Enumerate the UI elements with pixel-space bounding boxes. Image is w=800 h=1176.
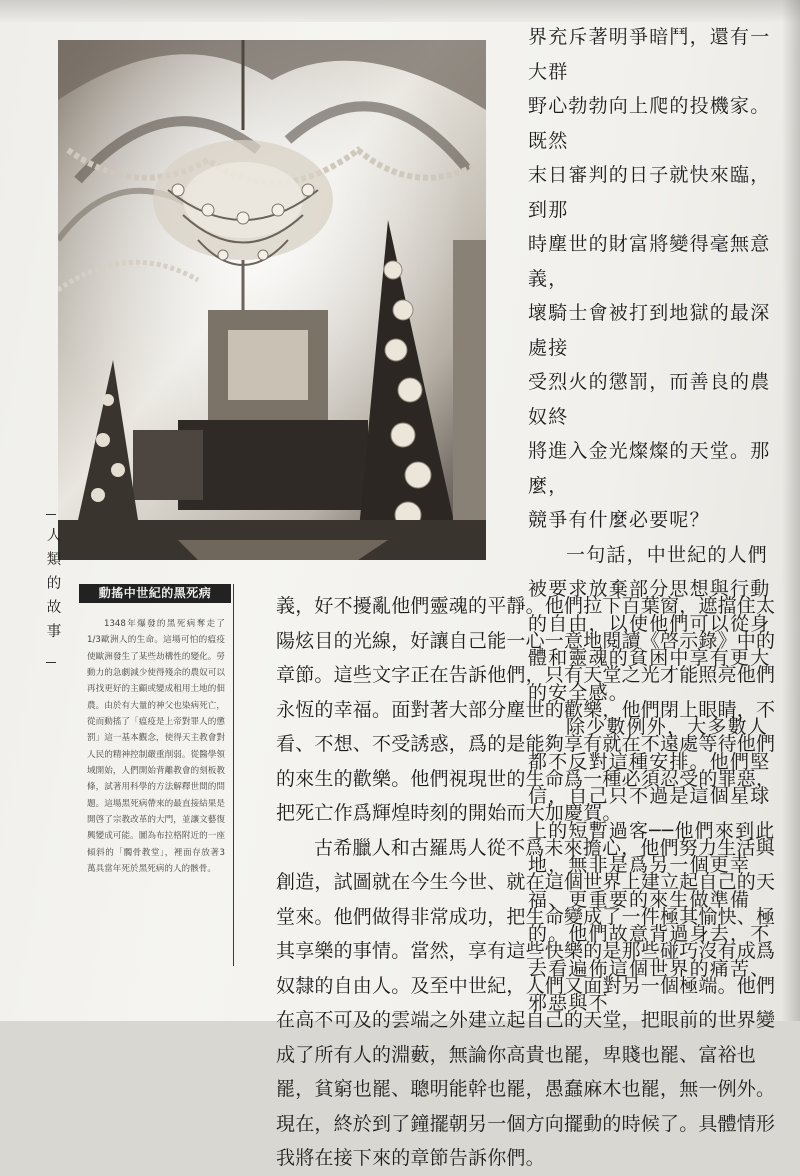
sidebar-box xyxy=(79,584,234,966)
side-title-char: 的 xyxy=(46,576,62,592)
ossuary-chandelier-photo xyxy=(58,40,486,560)
side-title-char: 故 xyxy=(46,600,62,616)
side-title-char: 人 xyxy=(46,528,62,544)
side-title-char: 類 xyxy=(46,552,62,568)
paragraph-4: 古希臘人和古羅馬人從不爲未來擔心，他們努力生活與創造，試圖就在今生今世、就在這個世界上建立起自己的天堂來。他們做得非常成功，把生命變成了一件極其愉快、極其享樂的事情。當然，享有這些快樂的是那些碰巧沒有成爲奴隸的自由人。及至中世紀，人們又面對另一個極端。他們在高不可及的雲端之外建立起自己的天堂，把眼前的世界變成了所有人的淵藪，無論你高貴也罷，卑賤也罷、富裕也罷，貧窮也罷、聰明能幹也罷，愚蠢麻木也罷，無一例外。現在，終於到了鐘擺朝另一個方向擺動的時候了。具體情形我將在接下來的章節告訴你們。 xyxy=(276,836,776,1169)
side-title-char: 事 xyxy=(46,624,62,640)
paragraph-1-line-6: 受烈火的懲罰，而善良的農奴終 xyxy=(528,371,771,428)
side-title-rule-top xyxy=(46,514,56,515)
paragraph-1-line-1: 界充斥著明爭暗鬥，還有一大群 xyxy=(528,26,771,83)
paragraph-1-line-5: 壞騎士會被打到地獄的最深處接 xyxy=(528,302,771,359)
side-title-rule-bottom xyxy=(46,662,56,663)
book-side-title xyxy=(44,524,64,644)
page-edge-shadow xyxy=(782,0,800,1021)
paragraph-3-continued: 義，好不擾亂他們靈魂的平靜。他們拉下百葉窗，遮擋住太陽炫目的光線，好讓自己能一心一意地閱讀《啓示錄》中的章節。這些文字正在告訴他們，只有天堂之光才能照亮他們永恆的幸福。面對著大部分塵世的歡樂，他們閉上眼睛，不看、不想、不受誘惑，爲的是能夠享有就在不遠處等待他們的來生的歡樂。他們視現世的生命爲一種必須忍受的罪惡，把死亡作爲輝煌時刻的開始而大加慶賀。 xyxy=(276,595,776,824)
page-top-fold xyxy=(0,0,800,22)
paragraph-3: 除少數例外，大多數人都不反對這種安排。他們堅信，自己只不過是這個星球上的短暫過客──他們來到此地，無非是爲另一個更幸福、更重要的來生做準備的。他們故意背過身去，不去看遍佈這個世界的痛苦、邪惡與不 xyxy=(528,716,776,1014)
paragraph-1-line-7: 將進入金光燦燦的天堂。那麼， xyxy=(528,440,771,497)
sidebar-body: 1348年爆發的黑死病奪走了1/3歐洲人的生命。這場可怕的瘟疫使歐洲發生了某些劫構性的變化。勞動力的急劇減少使得殘余的農奴可以再找更好的主顧或變成租用土地的佃農。由於有大量的神父也染病死亡，從而動搖了「瘟疫是上帝對罪人的懲罰」這一基本觀念，使得天主教會對人民的精神控制嚴重削弱。從醫學領域開始，人們開始背離教會的刻板教條，試著用科學的方法解釋世間的問題。這場黑死病帶來的最直接結果是開啓了宗教改革的大門，並讓文藝復興變成可能。圖為布拉格附近的一座傾斜的「髑骨教堂」，裡面存放著3萬具當年死於黑死病的人的骸骨。 xyxy=(87,619,225,875)
paragraph-1-line-2: 野心勃勃向上爬的投機家。既然 xyxy=(528,95,771,152)
paragraph-1-line-3: 末日審判的日子就快來臨，到那 xyxy=(528,164,771,221)
sidebar-title: 動搖中世紀的黑死病 xyxy=(79,584,231,603)
paragraph-1-line-4: 時塵世的財富將變得毫無意義， xyxy=(528,233,771,290)
paragraph-1-line-8: 競爭有什麼必要呢？ xyxy=(528,509,710,531)
paragraph-2: 一句話，中世紀的人們被要求放棄部分思想與行動的自由，以使他們可以從身體和靈魂的貧困中享有更大的安全感。 xyxy=(528,543,771,704)
main-text-column-2 xyxy=(276,589,776,1176)
